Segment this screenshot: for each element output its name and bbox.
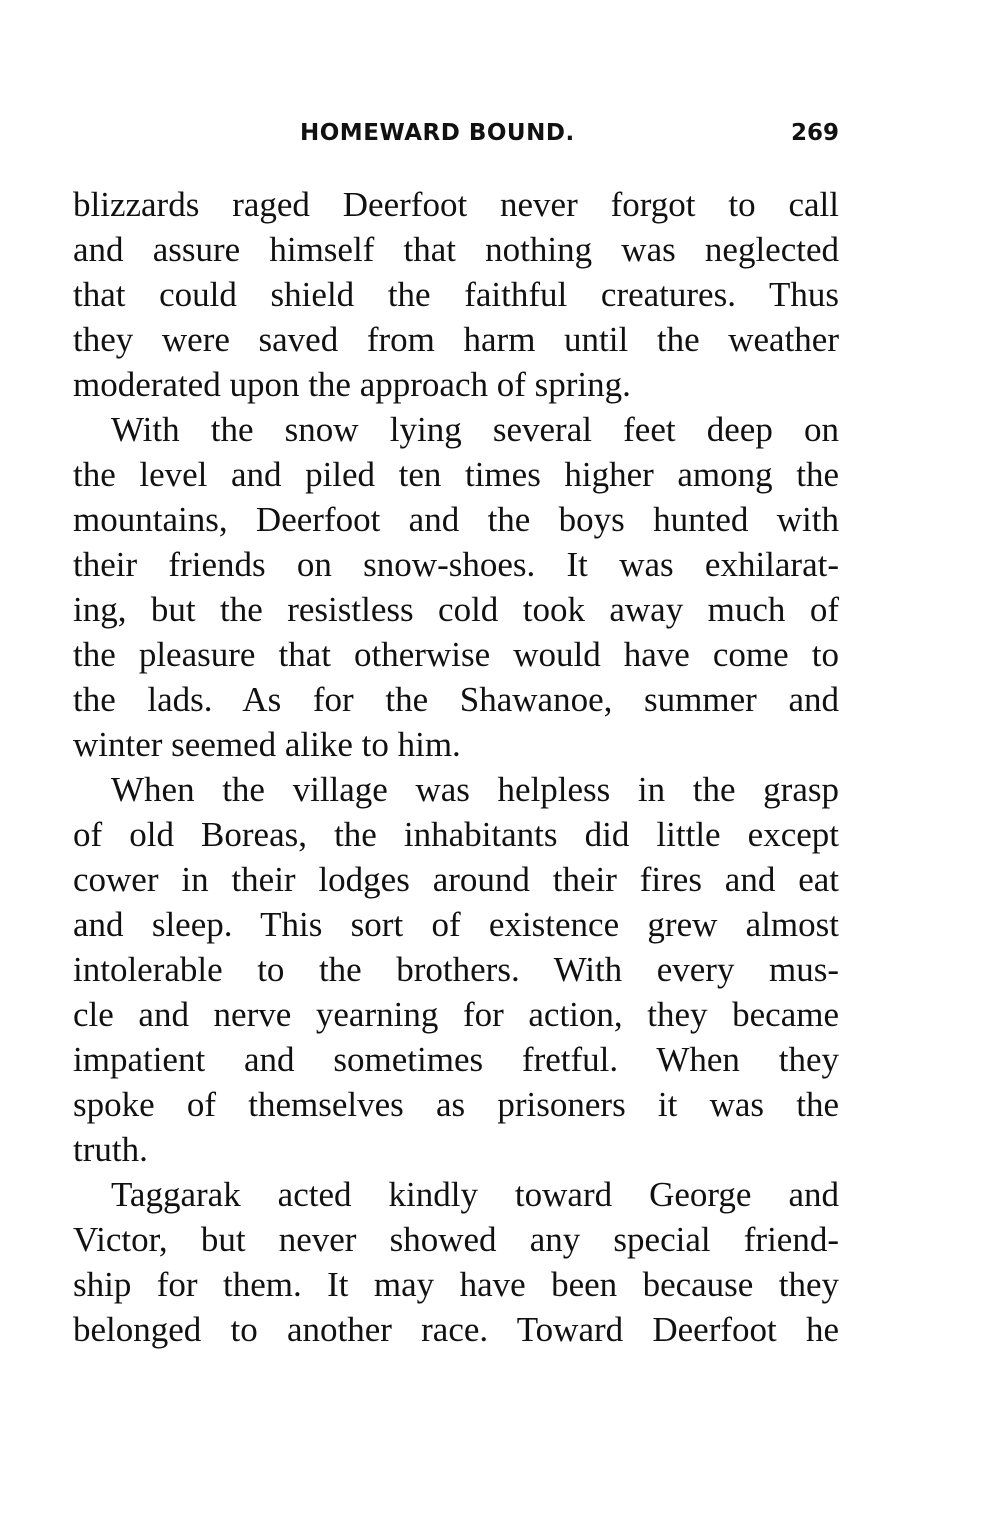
- text-line: that could shield the faithful creatures. Thus: [73, 275, 839, 314]
- text-line: When the village was helpless in the grasp: [111, 770, 839, 809]
- paragraph: [73, 1172, 839, 1352]
- page-number: 269: [790, 120, 839, 146]
- text-line: Taggarak acted kindly toward George and: [111, 1175, 839, 1214]
- text-line: belonged to another race. Toward Deerfoot he: [73, 1310, 839, 1349]
- paragraph: [73, 407, 839, 767]
- text-line: truth.: [73, 1130, 148, 1169]
- header-title: HOMEWARD BOUND.: [300, 120, 575, 146]
- text-line: With the snow lying several feet deep on: [111, 410, 839, 449]
- text-line: impatient and sometimes fretful. When they: [73, 1040, 839, 1079]
- text-line: the lads. As for the Shawanoe, summer and: [73, 680, 839, 719]
- text-line: the pleasure that otherwise would have come to: [73, 635, 839, 674]
- text-line: and assure himself that nothing was neglected: [73, 230, 839, 269]
- text-line: and sleep. This sort of existence grew almost: [73, 905, 839, 944]
- text-line: mountains, Deerfoot and the boys hunted with: [73, 500, 839, 539]
- body-text: [73, 182, 839, 1352]
- paragraph: [73, 182, 839, 407]
- text-line: cower in their lodges around their fires and eat: [73, 860, 839, 899]
- text-line: ing, but the resistless cold took away much of: [73, 590, 839, 629]
- text-line: of old Boreas, the inhabitants did little except: [73, 815, 839, 854]
- text-line: moderated upon the approach of spring.: [73, 365, 631, 404]
- text-line: cle and nerve yearning for action, they became: [73, 995, 839, 1034]
- text-line: ship for them. It may have been because they: [73, 1265, 839, 1304]
- text-line: winter seemed alike to him.: [73, 725, 461, 764]
- text-line: Victor, but never showed any special friend-: [73, 1220, 839, 1259]
- text-line: the level and piled ten times higher among the: [73, 455, 839, 494]
- running-head: [73, 120, 839, 160]
- text-line: their friends on snow-shoes. It was exhilarat-: [73, 545, 839, 584]
- text-line: blizzards raged Deerfoot never forgot to call: [73, 185, 839, 224]
- text-line: intolerable to the brothers. With every mus-: [73, 950, 839, 989]
- text-line: spoke of themselves as prisoners it was the: [73, 1085, 839, 1124]
- paragraph: [73, 767, 839, 1172]
- text-line: they were saved from harm until the weather: [73, 320, 839, 359]
